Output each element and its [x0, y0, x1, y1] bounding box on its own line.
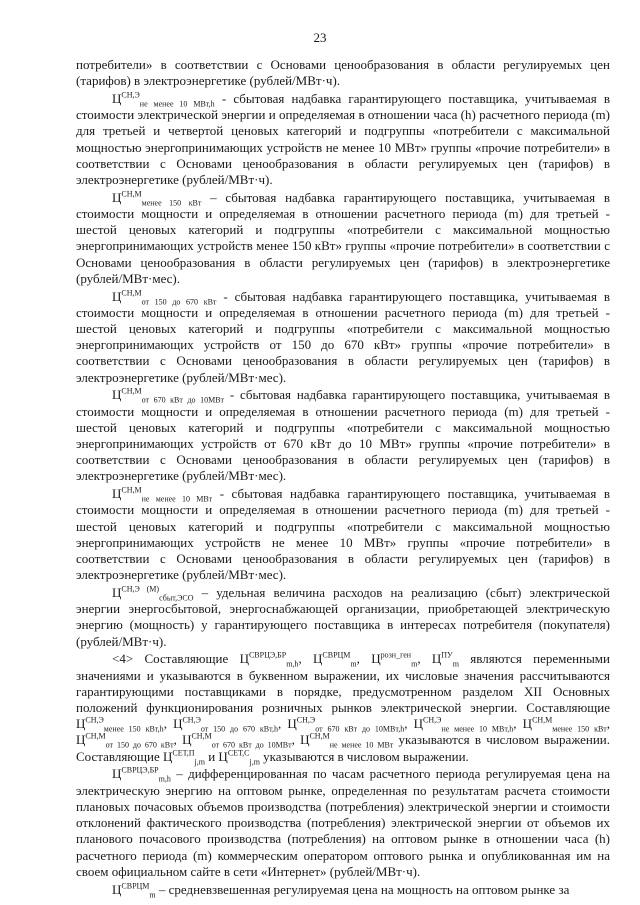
tariff-symbol: $Ц^{СН,М}_{от 670 кВт до 10МВт}$	[112, 387, 225, 406]
paragraph: $Ц^{СН,М}_{не менее 10 МВт}$ - сбытовая надбавка гарантирующего поставщика, учитываемая в стоимости мощности и определяемая в отношении расчетного периода (m) для третьей - шестой ценовых категорий и подгруппы «потребители с максимальной мощностью энергопринимающих устройств не менее 10 МВт» группы «прочие потребители» в соответствии с Основами ценообразования в области регулируемых цен (тарифов) в электроэнергетике (рублей/МВт·мес).	[76, 485, 610, 583]
tariff-symbol: $Ц^{СЕТ,С}_{j,m}$	[218, 748, 260, 767]
tariff-symbol: $Ц^{СВРЦЭ,БР}_{m,h}$	[112, 766, 171, 785]
paragraph: $Ц^{СН,Э}_{не менее 10 МВт,h}$ - сбытовая надбавка гарантирующего поставщика, учитываемая в стоимости электрической энергии и определяемая в отношении часа (h) расчетного периода (m) для третьей и четвертой ценовых категорий и подгруппы «потребители с максимальной мощностью энергопринимающих устройств не менее 10 МВт» группы «прочие потребители» в соответствии с Основами ценообразования в области регулируемых цен (тарифов) в электроэнергетике (рублей/МВт·ч).	[76, 90, 611, 188]
tariff-symbol: $Ц^{СН,М}_{не менее 10 МВт}$	[300, 732, 394, 751]
tariff-symbol: $Ц^{СН,Э}_{менее 150 кВт,h}$	[76, 715, 164, 734]
paragraph: $Ц^{СН,М}_{от 150 до 670 кВт}$ - сбытовая надбавка гарантирующего поставщика, учитываемая в стоимости мощности и определяемая в отношении расчетного периода (m) для третьей - шестой ценовых категорий и подгруппы «потребители с максимальной мощностью энергопринимающих устройств от 150 до 670 кВт» группы «прочие потребители» в соответствии с Основами ценообразования в области регулируемых цен (тарифов) в электроэнергетике (рублей/МВт·мес).	[76, 288, 611, 385]
paragraph: потребители» в соответствии с Основами ценообразования в области регулируемых цен (тарифов) в электроэнергетике (рублей/МВт·ч).	[76, 57, 610, 89]
paragraph: $Ц^{СВРЦМ}_m$ – средневзвешенная регулируемая цена на мощность на оптовом рынке за	[112, 881, 570, 900]
paragraph: $Ц^{СН,Э (М)}_{сбыт,ЭСО}$ – удельная величина расходов на реализацию (сбыт) электрической энергии энергосбытовой, энергоснабжающей организации, приобретающей электрическую энергию (мощность) у гарантирующего поставщика в интересах потребителя (покупателя) (рублей/МВт·ч).	[76, 584, 610, 649]
paragraph: <4> Составляющие $Ц^{СВРЦЭ,БР}_{m,h}$, $Ц^{СВРЦМ}_m$, $Ц^{розн\_ген}_m$, $Ц^{ПУ}_m$ являются переменными значениями и указываются в буквенном выражении, их числовые значения рассчитываются гарантирующими поставщиками в порядке, предусмотренном разделом XII Основных положений функционирования розничных рынков электрической энергии. Составляющие $Ц^{СН,Э}_{менее 150 кВт,h}$, $Ц^{СН,Э}_{от 150 до 670 кВт,h}$, $Ц^{СН,Э}_{от 670 кВт до 10МВт,h}$, $Ц^{СН,Э}_{не менее 10 МВт,h}$, $Ц^{СН,М}_{менее 150 кВт}$, $Ц^{СН,М}_{от 150 до 670 кВт}$, $Ц^{СН,М}_{от 670 кВт до 10МВт}$, $Ц^{СН,М}_{не менее 10 МВт}$ указываются в числовом выражении. Составляющие $Ц^{СЕТ,П}_{j,m}$ и $Ц^{СЕТ,С}_{j,m}$ указываются в числовом выражении.	[76, 651, 611, 767]
tariff-symbol: $Ц^{СН,Э}_{не менее 10 МВт,h}$	[112, 90, 215, 109]
tariff-symbol: $Ц^{СН,М}_{от 670 кВт до 10МВт}$	[182, 732, 292, 751]
tariff-symbol: $Ц^{СВРЦЭ,БР}_{m,h}$	[239, 651, 299, 670]
tariff-symbol: $Ц^{СЕТ,П}_{j,m}$	[163, 748, 205, 767]
paragraph: $Ц^{СВРЦЭ,БР}_{m,h}$ – дифференцированная по часам расчетного периода регулируемая цена на электрическую энергию на оптовом рынке, определенная по результатам расчета стоимости плановых почасовых объемов производства (потребления) электрической энергии и стоимости отклонений фактического производства (потребления) электрической энергии от объемов их планового почасового производства (потребления) на оптовом рынке в отношении часа (h) расчетного периода (m) коммерческим оператором оптового рынка и опубликованная им на своем официальном сайте в сети «Интернет» (рублей/МВт·ч).	[76, 766, 610, 879]
document-body	[76, 57, 610, 899]
tariff-symbol: $Ц^{СВРЦМ}_m$	[112, 881, 156, 900]
paragraph: $Ц^{СН,М}_{от 670 кВт до 10МВт}$ - сбытовая надбавка гарантирующего поставщика, учитываемая в стоимости мощности и определяемая в отношении расчетного периода (m) для третьей - шестой ценовых категорий и подгруппы «потребители с максимальной мощностью энергопринимающих устройств от 670 кВт до 10 МВт» группы «прочие потребители» в соответствии с Основами ценообразования в области регулируемых цен (тарифов) в электроэнергетике (рублей/МВт·мес).	[76, 387, 610, 484]
page-number: 23	[313, 30, 327, 45]
tariff-symbol: $Ц^{СН,М}_{не менее 10 МВт}$	[112, 485, 213, 504]
tariff-symbol: $Ц^{СН,М}_{менее 150 кВт}$	[112, 189, 202, 208]
tariff-symbol: $Ц^{СВРЦМ}_m$	[313, 651, 357, 670]
tariff-symbol: $Ц^{СН,М}_{от 150 до 670 кВт}$	[76, 732, 174, 751]
tariff-symbol: $Ц^{СН,Э}_{от 670 кВт до 10МВт,h}$	[287, 715, 405, 734]
tariff-symbol: $Ц^{ПУ}_m$	[431, 651, 459, 670]
tariff-symbol: $Ц^{розн\_ген}_m$	[371, 651, 418, 670]
paragraph: $Ц^{СН,М}_{менее 150 кВт}$ – сбытовая надбавка гарантирующего поставщика, учитываемая в стоимости мощности и определяемая в отношении расчетного периода (m) для третьей - шестой ценовых категорий и подгруппы «потребители с максимальной мощностью энергопринимающих устройств менее 150 кВт» группы «прочие потребители» в соответствии с Основами ценообразования в области регулируемых цен (тарифов) в электроэнергетике (рублей/МВт·мес).	[76, 189, 610, 286]
tariff-symbol: $Ц^{СН,М}_{от 150 до 670 кВт}$	[112, 288, 217, 307]
tariff-symbol: $Ц^{СН,Э}_{не менее 10 МВт,h}$	[413, 715, 514, 734]
tariff-symbol: $Ц^{СН,М}_{менее 150 кВт}$	[522, 715, 607, 734]
tariff-symbol: $Ц^{СН,Э}_{от 150 до 670 кВт,h}$	[173, 715, 278, 734]
tariff-symbol: $Ц^{СН,Э (М)}_{сбыт,ЭСО}$	[112, 584, 194, 603]
